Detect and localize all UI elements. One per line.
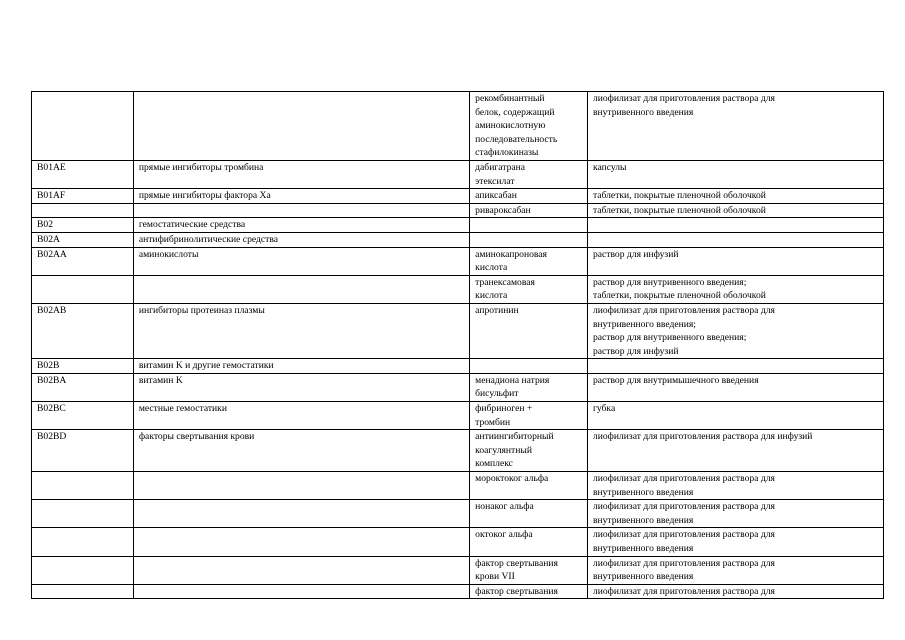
drug-name-cell-text: дабигатрана этексилат bbox=[475, 161, 526, 187]
pharmacological-group-cell bbox=[133, 556, 469, 584]
drug-name-cell-text: антиингибиторный коагулянтный комплекс bbox=[475, 431, 554, 470]
atc-code-cell-text: B02BA bbox=[37, 374, 67, 386]
pharmacological-group-cell-text: факторы свертывания крови bbox=[138, 431, 255, 443]
table-row bbox=[32, 189, 884, 204]
dosage-form-cell-text: раствор для инфузий bbox=[592, 248, 679, 260]
table-row bbox=[32, 430, 884, 472]
table-row bbox=[32, 500, 884, 528]
dosage-form-cell bbox=[587, 584, 883, 599]
atc-code-cell-text: B02 bbox=[37, 219, 53, 231]
atc-code-cell bbox=[32, 218, 134, 233]
table-row bbox=[32, 160, 884, 188]
atc-code-cell bbox=[32, 247, 134, 275]
pharmacological-group-cell bbox=[133, 402, 469, 430]
table-row bbox=[32, 556, 884, 584]
atc-code-cell bbox=[32, 472, 134, 500]
dosage-form-cell-text: капсулы bbox=[592, 161, 627, 173]
table-row bbox=[32, 528, 884, 556]
dosage-form-cell-text: таблетки, покрытые пленочной оболочкой bbox=[592, 204, 766, 216]
dosage-form-cell bbox=[587, 218, 883, 233]
table-row bbox=[32, 373, 884, 401]
dosage-form-cell bbox=[587, 528, 883, 556]
atc-code-cell-text: B02AA bbox=[37, 248, 67, 260]
drug-name-cell bbox=[470, 92, 588, 161]
atc-code-cell bbox=[32, 402, 134, 430]
pharmacological-group-cell bbox=[133, 584, 469, 599]
pharmacological-group-cell-text: прямые ингибиторы тромбина bbox=[138, 161, 264, 173]
dosage-form-cell bbox=[587, 247, 883, 275]
dosage-form-cell bbox=[587, 359, 883, 374]
drug-name-cell-text: ривароксабан bbox=[475, 204, 531, 216]
table-row bbox=[32, 303, 884, 358]
dosage-form-cell bbox=[587, 500, 883, 528]
atc-code-cell bbox=[32, 232, 134, 247]
dosage-form-cell bbox=[587, 189, 883, 204]
dosage-form-cell bbox=[587, 92, 883, 161]
drug-name-cell-text: нонаког альфа bbox=[475, 501, 534, 513]
atc-code-cell-text: B02B bbox=[37, 360, 60, 372]
drug-name-cell bbox=[470, 430, 588, 472]
pharmacological-group-cell bbox=[133, 472, 469, 500]
drug-name-cell-text: менадиона натрия бисульфит bbox=[475, 374, 550, 400]
atc-code-cell bbox=[32, 584, 134, 599]
table-body bbox=[32, 92, 884, 599]
pharmacological-group-cell-text: антифибринолитические средства bbox=[138, 233, 278, 245]
dosage-form-cell bbox=[587, 275, 883, 303]
pharmacological-group-cell bbox=[133, 92, 469, 161]
dosage-form-cell-text: лиофилизат для приготовления раствора для инфузий bbox=[592, 431, 813, 443]
drug-name-cell bbox=[470, 160, 588, 188]
drug-name-cell bbox=[470, 247, 588, 275]
table-row bbox=[32, 359, 884, 374]
pharmacological-group-cell bbox=[133, 189, 469, 204]
pharmacological-group-cell bbox=[133, 373, 469, 401]
table-row bbox=[32, 584, 884, 599]
pharmacological-group-cell bbox=[133, 500, 469, 528]
drug-name-cell-text: фактор свертывания крови VII bbox=[475, 557, 558, 583]
dosage-form-cell bbox=[587, 402, 883, 430]
pharmacological-group-cell-text: ингибиторы протеиназ плазмы bbox=[138, 304, 265, 316]
dosage-form-cell-text: лиофилизат для приготовления раствора для внутривенного введения bbox=[592, 501, 775, 526]
drug-name-cell bbox=[470, 275, 588, 303]
drug-name-cell bbox=[470, 373, 588, 401]
drug-name-cell-text: транексамовая кислота bbox=[475, 276, 535, 302]
drug-name-cell bbox=[470, 402, 588, 430]
atc-code-cell bbox=[32, 189, 134, 204]
dosage-form-cell bbox=[587, 472, 883, 500]
pharmacological-group-cell bbox=[133, 275, 469, 303]
table-row bbox=[32, 402, 884, 430]
atc-code-cell bbox=[32, 275, 134, 303]
dosage-form-cell bbox=[587, 232, 883, 247]
pharmacological-group-cell-text: аминокислоты bbox=[138, 248, 199, 260]
dosage-form-cell-text: лиофилизат для приготовления раствора для внутривенного введения bbox=[592, 93, 775, 118]
pharmacological-group-cell bbox=[133, 303, 469, 358]
dosage-form-cell bbox=[587, 430, 883, 472]
pharmacological-group-cell bbox=[133, 247, 469, 275]
pharmacological-group-cell bbox=[133, 430, 469, 472]
drug-name-cell bbox=[470, 218, 588, 233]
pharmacological-group-cell bbox=[133, 528, 469, 556]
pharmacological-group-cell bbox=[133, 160, 469, 188]
drug-name-cell bbox=[470, 232, 588, 247]
table-row bbox=[32, 218, 884, 233]
dosage-form-cell-text: раствор для внутривенного введения; таблетки, покрытые пленочной оболочкой bbox=[592, 276, 766, 302]
atc-code-cell bbox=[32, 303, 134, 358]
drug-name-cell-text: апиксабан bbox=[475, 190, 517, 202]
pharmacological-group-cell bbox=[133, 232, 469, 247]
atc-code-cell-text: B02BD bbox=[37, 431, 67, 443]
table-row bbox=[32, 472, 884, 500]
drug-name-cell bbox=[470, 303, 588, 358]
atc-code-cell bbox=[32, 556, 134, 584]
atc-code-cell bbox=[32, 160, 134, 188]
drug-name-cell bbox=[470, 203, 588, 218]
dosage-form-cell bbox=[587, 556, 883, 584]
atc-code-cell-text: B02AB bbox=[37, 304, 67, 316]
dosage-form-cell-text: лиофилизат для приготовления раствора для внутривенного введения bbox=[592, 529, 775, 554]
atc-code-cell bbox=[32, 430, 134, 472]
atc-code-cell bbox=[32, 359, 134, 374]
pharmacological-group-cell bbox=[133, 203, 469, 218]
drug-name-cell bbox=[470, 472, 588, 500]
dosage-form-cell-text: раствор для внутримышечного введения bbox=[592, 374, 759, 386]
table-row bbox=[32, 203, 884, 218]
pharmacological-group-cell-text: местные гемостатики bbox=[138, 403, 227, 415]
drug-name-cell-text: фибриноген + тромбин bbox=[475, 403, 533, 428]
dosage-form-cell bbox=[587, 203, 883, 218]
drug-name-cell bbox=[470, 189, 588, 204]
dosage-form-cell-text: лиофилизат для приготовления раствора для внутривенного введения; раствор для внутривенного введения; раствор для инфузий bbox=[592, 304, 775, 357]
atc-code-cell-text: B01AF bbox=[37, 190, 66, 202]
drug-name-cell-text: аминокапроновая кислота bbox=[475, 248, 547, 274]
atc-code-cell-text: B02BC bbox=[37, 403, 66, 415]
dosage-form-cell-text: таблетки, покрытые пленочной оболочкой bbox=[592, 190, 766, 202]
dosage-form-cell bbox=[587, 373, 883, 401]
drug-name-cell-text: мороктоког альфа bbox=[475, 473, 549, 485]
dosage-form-cell-text: губка bbox=[592, 403, 616, 415]
dosage-form-cell bbox=[587, 160, 883, 188]
atc-code-cell bbox=[32, 373, 134, 401]
pharmacological-group-cell-text: прямые ингибиторы фактора Xa bbox=[138, 190, 271, 202]
table-row bbox=[32, 232, 884, 247]
table-row bbox=[32, 247, 884, 275]
table-row bbox=[32, 275, 884, 303]
dosage-form-cell bbox=[587, 303, 883, 358]
drug-name-cell bbox=[470, 500, 588, 528]
pharmacological-group-cell-text: гемостатические средства bbox=[138, 219, 246, 231]
dosage-form-cell-text: лиофилизат для приготовления раствора для bbox=[592, 585, 775, 597]
drug-name-cell bbox=[470, 528, 588, 556]
table-row bbox=[32, 92, 884, 161]
pharmacological-group-cell bbox=[133, 359, 469, 374]
pharmacological-group-cell-text: витамин K и другие гемостатики bbox=[138, 360, 274, 372]
atc-code-cell bbox=[32, 500, 134, 528]
pharmacological-group-cell bbox=[133, 218, 469, 233]
medication-table bbox=[31, 91, 884, 599]
drug-name-cell-text: октоког альфа bbox=[475, 529, 533, 541]
drug-name-cell-text: фактор свертывания bbox=[475, 585, 558, 597]
drug-name-cell bbox=[470, 359, 588, 374]
drug-name-cell bbox=[470, 584, 588, 599]
drug-name-cell-text: апротинин bbox=[475, 304, 519, 316]
atc-code-cell bbox=[32, 92, 134, 161]
drug-name-cell bbox=[470, 556, 588, 584]
drug-name-cell-text: рекомбинантный белок, содержащий аминокислотную последовательность стафилокиназы bbox=[475, 93, 558, 159]
atc-code-cell-text: B02A bbox=[37, 233, 60, 245]
dosage-form-cell-text: лиофилизат для приготовления раствора для внутривенного введения bbox=[592, 473, 775, 498]
pharmacological-group-cell-text: витамин K bbox=[138, 374, 183, 386]
atc-code-cell bbox=[32, 528, 134, 556]
atc-code-cell-text: B01AE bbox=[37, 161, 66, 173]
atc-code-cell bbox=[32, 203, 134, 218]
dosage-form-cell-text: лиофилизат для приготовления раствора для внутривенного введения bbox=[592, 557, 775, 583]
